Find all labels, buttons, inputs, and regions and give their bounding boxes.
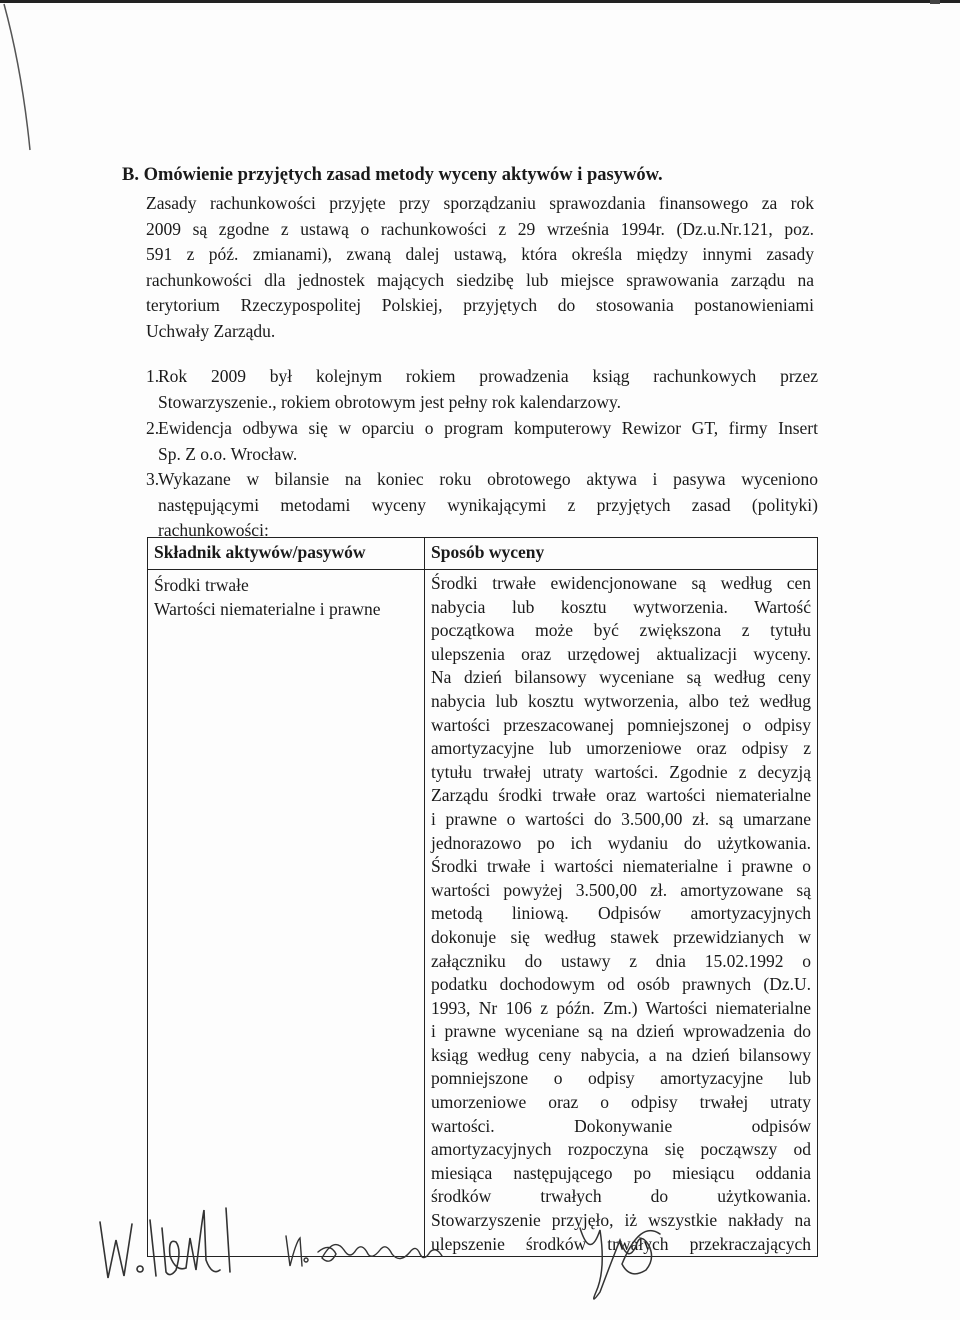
method-line: wartości przeszacowanej pomniejszonej o odpisy	[431, 714, 811, 735]
method-line: 1993, Nr 106 z późn. Zm.) Wartości niematerialne	[431, 997, 811, 1018]
signature-2	[286, 1236, 442, 1266]
list-item-line: Wykazane w bilansie na koniec roku obrotowego aktywa i pasywa wyceniono	[158, 469, 818, 489]
component-line: Wartości niematerialne i prawne	[154, 598, 381, 619]
list-item-text	[158, 364, 818, 415]
header-method: Sposób wyceny	[425, 538, 818, 570]
component-cell	[148, 570, 425, 1257]
list-item-line: Ewidencja odbywa się w oparciu o program komputerowy Rewizor GT, firmy Insert	[158, 418, 818, 438]
method-line: i prawne o wartości do 3.500,00 zł. są umarzane	[431, 808, 811, 829]
intro-line: Uchwały Zarządu.	[146, 320, 276, 341]
list-item-line: Stowarzyszenie., rokiem obrotowym jest pełny rok kalendarzowy.	[158, 391, 621, 412]
list-item-line: Sp. Z o.o. Wrocław.	[158, 443, 298, 464]
method-line: podatku dochodowym od osób prawnych (Dz.U.	[431, 974, 811, 995]
method-line: wartości powyżej 3.500,00 zł. amortyzowane są	[431, 879, 811, 900]
method-line: nabycia lub kosztu wytworzenia. Wartość	[431, 596, 811, 617]
list-item-text	[158, 467, 818, 544]
header-component: Składnik aktywów/pasywów	[148, 538, 425, 570]
section-heading: B. Omówienie przyjętych zasad metody wyceny aktywów i pasywów.	[122, 165, 663, 185]
method-line: środków trwałych do użytkowania.	[431, 1186, 811, 1207]
scan-edge-curve	[0, 0, 40, 160]
method-line: ksiąg według ceny nabycia, a na dzień bilansowy	[431, 1044, 811, 1065]
signatures-area	[0, 1180, 960, 1320]
list-item-number: 1.	[146, 366, 160, 386]
method-line: ulepszenie środków trwałych przekraczających	[431, 1233, 811, 1254]
scan-top-border	[0, 0, 960, 3]
method-line: Stowarzyszenie przyjęło, iż wszystkie nakłady na	[431, 1210, 811, 1231]
method-line: ulepszenia oraz urzędowej aktualizacji wyceny.	[431, 643, 811, 664]
method-line: początkowa może być zwiększona z tytułu	[431, 620, 811, 641]
intro-paragraph	[146, 191, 814, 345]
method-line: Środki trwałe ewidencjonowane są według cen	[431, 573, 811, 593]
table-row	[148, 570, 818, 1257]
method-line: tytułu trwałej utraty wartości. Zgodnie z decyzją	[431, 761, 811, 782]
list-item-number: 2.	[146, 418, 160, 438]
method-line: umorzeniowe oraz o odpisy trwałej utraty	[431, 1092, 811, 1113]
table-header-row	[148, 538, 818, 570]
method-line: nabycia lub kosztu wytworzenia, albo też według	[431, 690, 811, 711]
method-line: Środki trwałe i wartości niematerialne i prawne o	[431, 856, 811, 877]
intro-line: 2009 są zgodne z ustawą o rachunkowości z 29 września 1994r. (Dz.u.Nr.121, poz.	[146, 218, 814, 239]
intro-line: 591 z póź. zmianami), zwaną dalej ustawą, która określa między innymi zasady	[146, 244, 814, 265]
method-line: pomniejszone o odpisy amortyzacyjne lub	[431, 1068, 811, 1089]
list-item-line: Rok 2009 był kolejnym rokiem prowadzenia ksiąg rachunkowych przez	[158, 366, 818, 386]
method-line: wartości. Dokonywanie odpisów	[431, 1115, 811, 1136]
signature-3	[580, 1228, 660, 1299]
method-line: jednorazowo po ich wydaniu do użytkowania.	[431, 832, 811, 853]
method-line: załączniku do ustawy z dnia 15.02.1992 o	[431, 950, 811, 971]
method-line: i prawne wyceniane są na dzień wprowadzenia do	[431, 1021, 811, 1042]
list-item-text	[158, 416, 818, 467]
method-cell	[425, 570, 818, 1257]
list-item-number: 3.	[146, 469, 160, 489]
component-line: Środki trwałe	[154, 575, 249, 595]
intro-line: terytorium Rzeczypospolitej Polskiej, przyjętych do stosowania postanowieniami	[146, 295, 814, 316]
scan-corner-mark	[930, 0, 940, 4]
method-line: Zarządu środki trwałe oraz wartości niematerialne	[431, 785, 811, 806]
list-item-line: rachunkowości:	[158, 520, 269, 541]
method-line: dokonuje się według stawek przewidzianych w	[431, 926, 811, 947]
intro-line: Zasady rachunkowości przyjęte przy sporządzaniu sprawozdania finansowego za rok	[146, 193, 814, 213]
method-line: metodą liniową. Odpisów amortyzacyjnych	[431, 903, 811, 924]
valuation-table	[147, 537, 818, 1257]
signature-1	[100, 1208, 230, 1278]
method-line: amortyzacyjne lub umorzeniowe oraz odpisy z	[431, 738, 811, 759]
method-line: amortyzacyjnych rozpoczyna się począwszy od	[431, 1139, 811, 1160]
method-line: Na dzień bilansowy wyceniane są według ceny	[431, 667, 811, 688]
list-item-line: następującymi metodami wyceny wynikającymi z przyjętych zasad (polityki)	[158, 494, 818, 515]
method-line: miesiąca następującego po miesiącu oddania	[431, 1162, 811, 1183]
intro-line: rachunkowości dla jednostek mających siedzibę lub miejsce sprawowania zarządu na	[146, 269, 814, 290]
